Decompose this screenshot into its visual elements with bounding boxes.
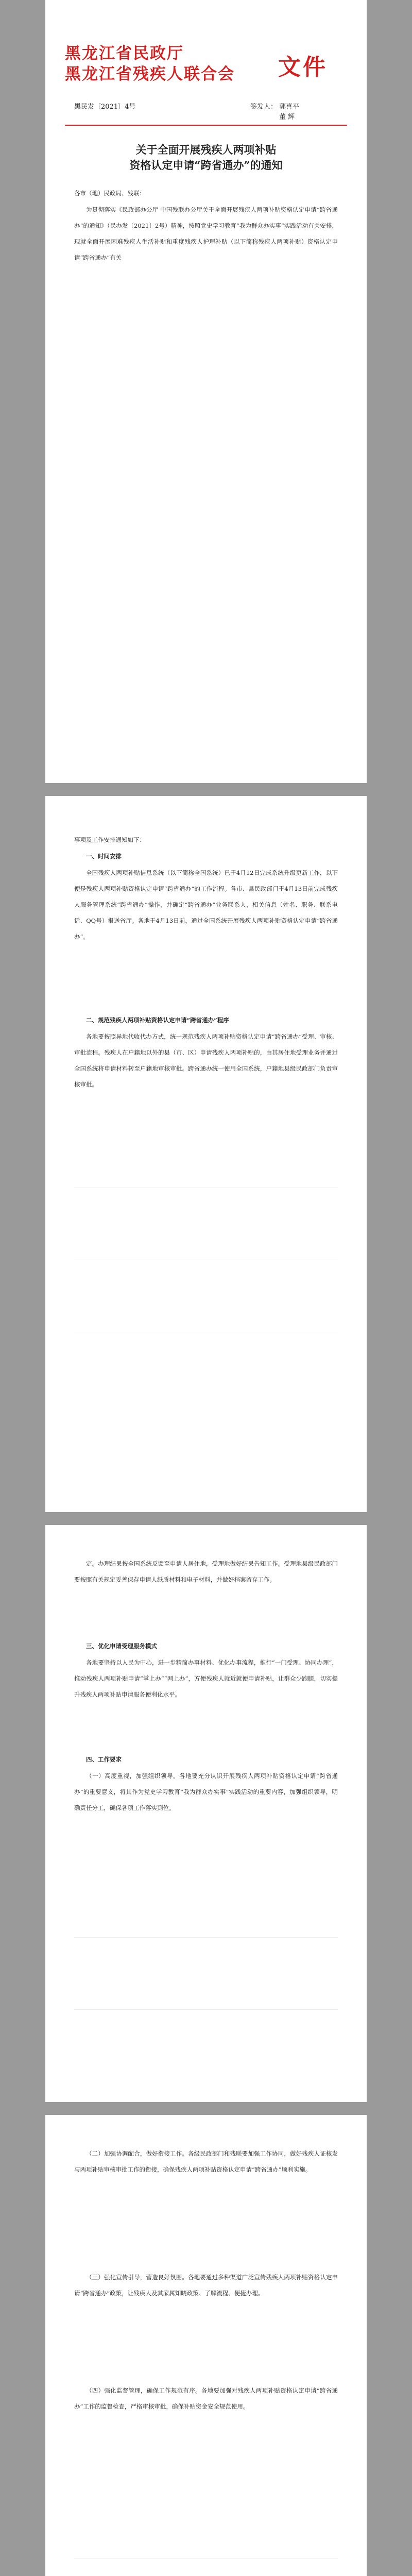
issuer-line-2: 黑龙江省残疾人联合会 <box>65 65 235 83</box>
signer-1: 郭喜平 <box>279 103 300 111</box>
document-page-2 <box>45 796 367 1512</box>
document-type: 文件 <box>278 54 328 80</box>
document-number: 黑民发〔2021〕4号 <box>74 103 136 111</box>
signer-2: 董 辉 <box>279 113 295 121</box>
section-1-heading: 一、时间安排 <box>86 853 122 860</box>
paragraph-requirement-3: （三）强化宣传引导，营造良好氛围。各地要通过多种渠道广泛宣传残疾人两项补贴资格认定申请“跨省通办”政策，让残疾人及其家属知晓政策、了解流程、便捷办理。 <box>74 2274 338 2297</box>
red-divider <box>65 125 347 126</box>
paragraph-schedule: 全国残疾人两项补贴信息系统（以下简称全国系统）已于4月12日完成系统升级更新工作，以下便是残疾人两项补贴资格认定申请“跨省通办”的工作流程。各市、县民政部门于4月13日前完成残疾人服务管理系统“跨省通办”操作，并确定“跨省通办”业务联系人，相关信息（姓名、职务、联系电话、QQ号）报送省厅。各地于4月13日前，通过全国系统开展残疾人两项补贴资格认定申请“跨省通办”。 <box>74 869 338 940</box>
title-line-1: 关于全面开展残疾人两项补贴 <box>135 143 277 156</box>
recipients: 各市（地）民政局、残联： <box>74 190 145 197</box>
document-page-1 <box>45 0 367 783</box>
document-page-4 <box>45 2115 367 2576</box>
paragraph-service: 各地要坚持以人民为中心，进一步精简办事材料、优化办事流程，推行“一门受理、协同办理”，推动残疾人两项补贴申请“掌上办”“网上办”，方便残疾人就近就便申请补贴，让群众少跑腿，切实提升残疾人两项补贴申请服务便利化水平。 <box>74 1659 338 1698</box>
issuer-line-1: 黑龙江省民政厅 <box>65 44 184 63</box>
paragraph-procedure: 各地要按照异地代收代办方式，统一规范残疾人两项补贴资格认定申请“跨省通办”受理、审核、审批流程。残疾人在户籍地以外的县（市、区）申请残疾人两项补贴的，由其居住地受理业务并通过全国系统将申请材料转至户籍地审核审批。跨省通办统一使用全国系统，户籍地县级民政部门负责审核审批。 <box>74 1033 338 1088</box>
red-letterhead <box>65 40 347 81</box>
paragraph-requirement-4: （四）强化监督管理，确保工作规范有序。各地要加强对残疾人两项补贴资格认定申请“跨省通办”工作的监督检查，严格审核审批，确保补贴资金安全规范使用。 <box>74 2387 338 2410</box>
paragraph-intro-end: 事项及工作安排通知如下： <box>74 836 145 843</box>
section-2-heading: 二、规范残疾人两项补贴资格认定申请“跨省通办”程序 <box>86 1016 229 1024</box>
paragraph-requirement-1: （一）高度重视，加强组织领导。各地要充分认识开展残疾人两项补贴资格认定申请“跨省通办”的重要意义，将其作为党史学习教育“我为群众办实事”实践活动的重要内容，加强组织领导，明确责任分工，确保各项工作落实到位。 <box>74 1772 338 1811</box>
section-4-heading: 四、工作要求 <box>86 1756 122 1763</box>
paragraph-intro: 为贯彻落实《民政部办公厅 中国残联办公厅关于全面开展残疾人两项补贴资格认定申请“跨省通办”的通知》（民办发〔2021〕2号）精神，按照党史学习教育“我为群众办实事”实践活动有关安排，现就全面开展困难残疾人生活补贴和重度残疾人护理补贴（以下简称残疾人两项补贴）资格认定申请“跨省通办”有关 <box>74 206 338 261</box>
paragraph-procedure-end: 定。办理结果按全国系统反馈至申请人居住地，受理地做好结果告知工作。受理地县级民政部门要按照有关规定妥善保存申请人纸质材料和电子材料，并做好档案留存工作。 <box>74 1560 338 1583</box>
document-page-3 <box>45 1525 367 2102</box>
signer-label: 签发人： <box>250 103 278 111</box>
section-3-heading: 三、优化申请受理服务模式 <box>86 1642 157 1650</box>
title-line-2: 资格认定申请“跨省通办”的通知 <box>129 159 283 172</box>
paragraph-requirement-2: （二）加强协调配合，做好衔接工作。各级民政部门和残联要加强工作协同，做好残疾人证核发与两项补贴审核审批工作的衔接，确保残疾人两项补贴资格认定申请“跨省通办”顺利实施。 <box>74 2150 338 2173</box>
